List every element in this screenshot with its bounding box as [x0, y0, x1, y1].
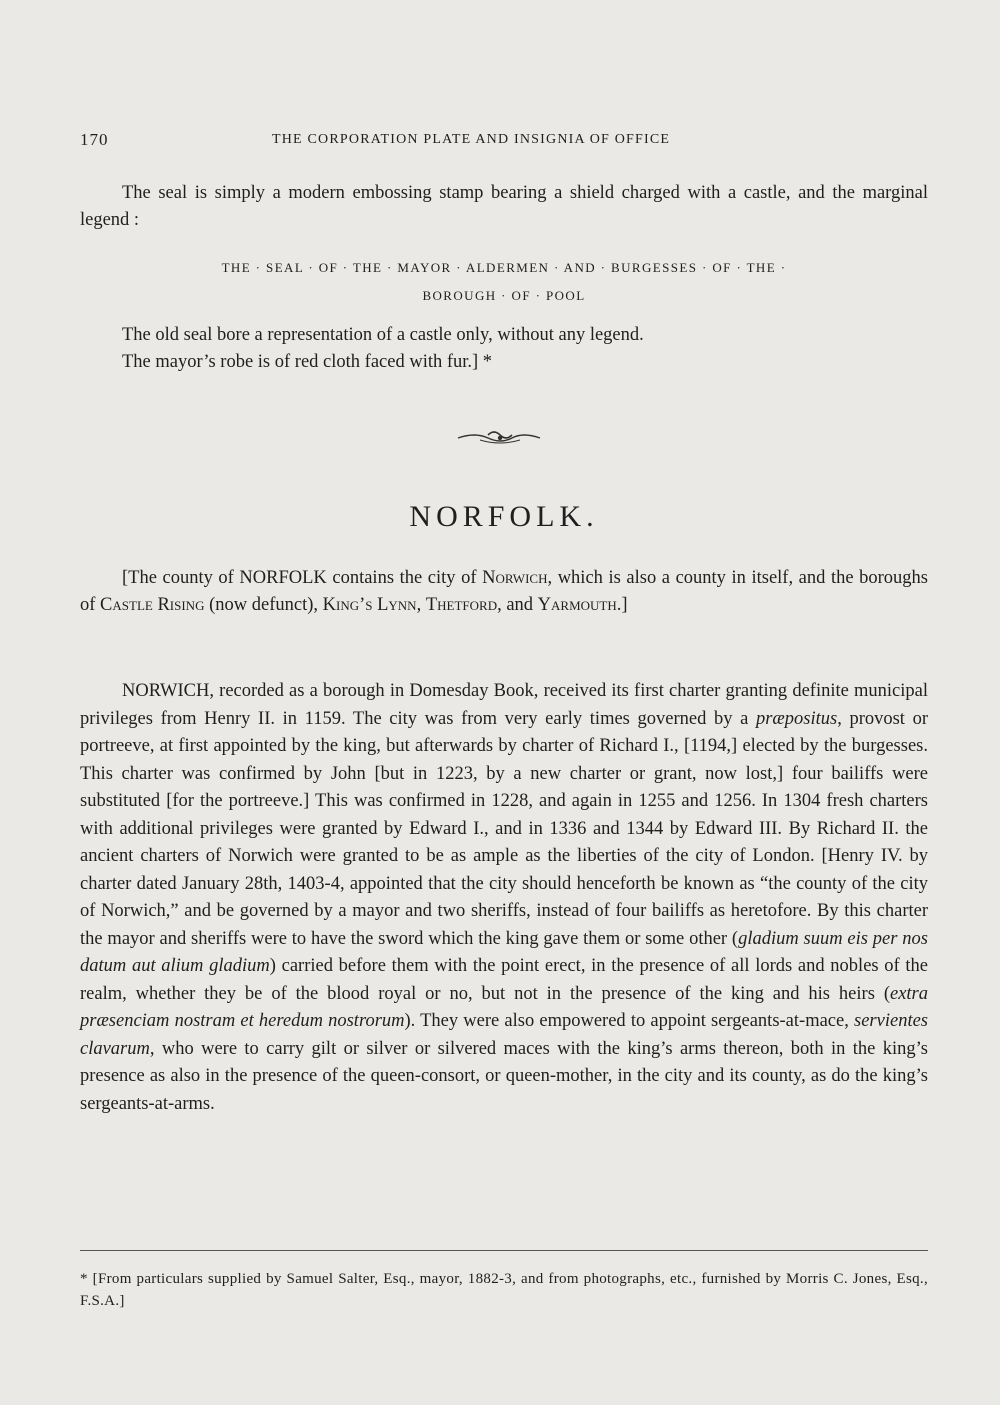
place-castle-rising: Castle Rising [100, 595, 205, 615]
norwich-text-1: NORWICH, recorded as a borough in Domesday Book, received its first charter granting definite municipal privileges from Henry II. in 1159. The city was from very early times governed by a [80, 681, 928, 729]
old-seal-line-1: The old seal bore a representation of a castle only, without any legend. [122, 325, 644, 345]
latin-gladium: gladium suum eis per nos datum aut alium gladium [80, 928, 928, 976]
section-heading: NORFOLK. [409, 500, 599, 533]
county-text-1: [The county of NORFOLK contains the city of [122, 568, 483, 588]
county-text-5: , and [497, 595, 538, 615]
county-text-4: , [416, 595, 426, 615]
county-paragraph [80, 565, 928, 619]
old-seal-line-2: The mayor’s robe is of red cloth faced with fur.] * [122, 352, 493, 372]
county-text-3: (now defunct), [204, 595, 323, 615]
county-text-2: , which is also a county in itself, and the boroughs of [80, 568, 928, 615]
latin-praepositus: præpositus [755, 708, 838, 729]
seal-paragraph: The seal is simply a modern embossing stamp bearing a shield charged with a castle, and the marginal legend : [80, 183, 928, 230]
running-title: THE CORPORATION PLATE AND INSIGNIA OF OFFICE [272, 132, 671, 147]
ornament-divider [440, 426, 560, 450]
seal-legend-line-2: BOROUGH · OF · POOL [422, 288, 586, 303]
county-text-6: .] [616, 595, 628, 615]
place-kings-lynn: King’s Lynn [322, 595, 417, 615]
seal-legend-line-1: THE · SEAL · OF · THE · MAYOR · ALDERMEN · AND · BURGESSES · OF · THE · [221, 260, 787, 275]
latin-extra-praesenciam: extra præsenciam nostram et heredum nostrorum [80, 983, 928, 1031]
latin-servientes-clavarum: servientes clavarum [80, 1011, 928, 1059]
place-norwich: Norwich [482, 568, 548, 588]
norwich-text-4: ). They were also empowered to appoint sergeants-at-mace, [404, 1011, 855, 1031]
norwich-text-3: ) carried before them with the point erect, in the presence of all lords and nobles of the realm, whether they be of the blood royal or no, but not in the presence of the king and his heirs ( [80, 956, 929, 1004]
footnote: * [From particulars supplied by Samuel Salter, Esq., mayor, 1882-3, and from photographs, etc., furnished by Morris C. Jones, Esq., F.S.A.] [80, 1271, 928, 1309]
norwich-paragraph [80, 678, 928, 1118]
footnote-rule [80, 1250, 928, 1251]
norwich-text-2: , provost or portreeve, at first appointed by the king, but afterwards by charter of Richard I., [1194,] elected by the burgesses. This charter was confirmed by John [but in 1223, by a new charter or grant, now lost,] four bailiffs were substituted [for the portreeve.] This was confirmed in 1228, and again in 1255 and 1256. In 1304 fresh charters with additional privileges were granted by Edward I., and in 1336 and 1344 by Edward III. By Richard II. the ancient charters of Norwich were granted to be as ample as the liberties of the city of London. [Henry IV. by charter dated January 28th, 1403-4, appointed that the city should henceforth be known as “the county of the city of Norwich,” and be governed by a mayor and two sheriffs, instead of four bailiffs as heretofore. By this charter the mayor and sheriffs were to have the sword which the king gave them or some other ( [80, 708, 928, 949]
place-yarmouth: Yarmouth [537, 595, 617, 615]
running-head [80, 130, 930, 152]
norwich-text-5: , who were to carry gilt or silver or silvered maces with the king’s arms thereon, both in the king’s presence as also in the presence of the queen-consort, or queen-mother, in the city and its county, as do the king’s sergeants-at-arms. [80, 1038, 928, 1114]
page-number: 170 [80, 130, 109, 149]
place-thetford: Thetford [425, 595, 498, 615]
